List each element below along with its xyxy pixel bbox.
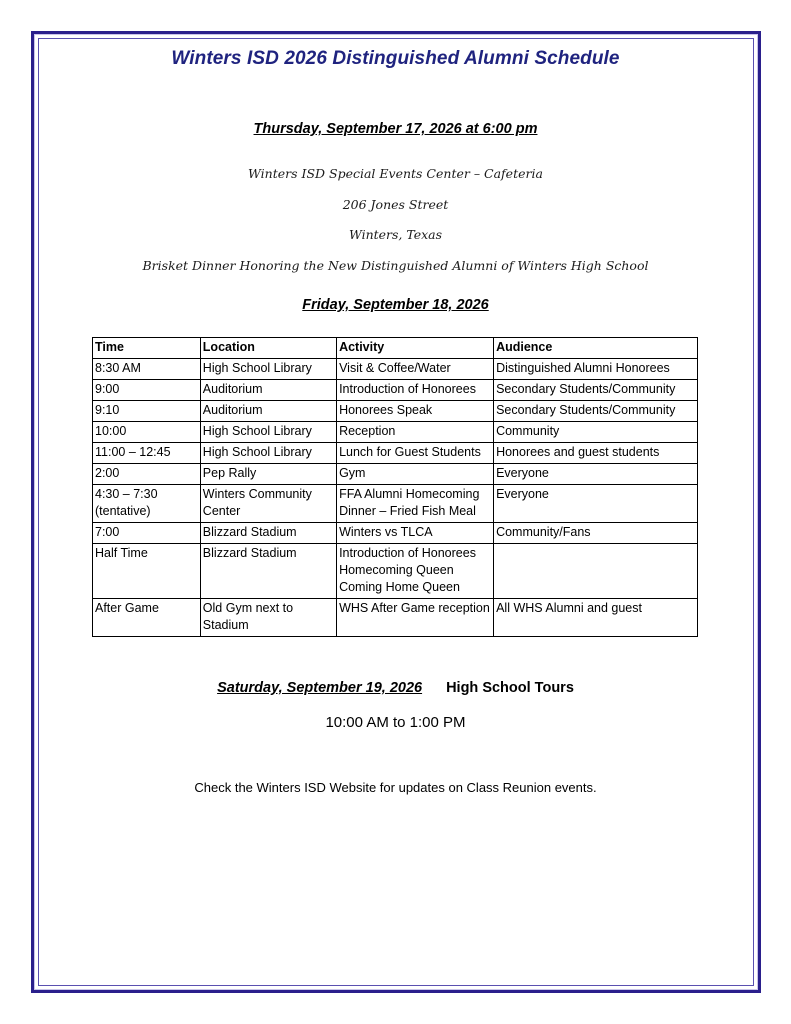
cell-location: Old Gym next to Stadium [200, 599, 336, 637]
table-row [93, 599, 698, 637]
saturday-heading: Saturday, September 19, 2026 [217, 680, 423, 696]
thursday-event: Brisket Dinner Honoring the New Distinguished Alumni of Winters High School [142, 258, 649, 273]
cell-time: 9:00 [93, 380, 201, 401]
cell-audience: Everyone [494, 485, 698, 523]
cell-activity: Introduction of Honorees Homecoming Queen Coming Home Queen [337, 544, 494, 599]
cell-audience: Secondary Students/Community [494, 380, 698, 401]
cell-time: 9:10 [93, 401, 201, 422]
table-row [93, 523, 698, 544]
column-header-time: Time [93, 338, 201, 359]
table-row [93, 401, 698, 422]
cell-location: Winters Community Center [200, 485, 336, 523]
cell-location: Auditorium [200, 401, 336, 422]
cell-audience [494, 544, 698, 599]
thursday-address: 206 Jones Street [342, 197, 449, 212]
cell-activity: Lunch for Guest Students [337, 443, 494, 464]
table-row [93, 485, 698, 523]
thursday-city: Winters, Texas [348, 227, 443, 242]
cell-time: 11:00 – 12:45 [93, 443, 201, 464]
cell-audience: All WHS Alumni and guest [494, 599, 698, 637]
cell-activity: WHS After Game reception [337, 599, 494, 637]
cell-activity: FFA Alumni Homecoming Dinner – Fried Fish Meal [337, 485, 494, 523]
cell-location: High School Library [200, 422, 336, 443]
table-header-row [93, 338, 698, 359]
saturday-event: High School Tours [446, 680, 574, 696]
cell-audience: Secondary Students/Community [494, 401, 698, 422]
cell-audience: Community/Fans [494, 523, 698, 544]
cell-time: 8:30 AM [93, 359, 201, 380]
cell-location: Pep Rally [200, 464, 336, 485]
cell-activity: Introduction of Honorees [337, 380, 494, 401]
cell-location: Blizzard Stadium [200, 544, 336, 599]
cell-activity: Gym [337, 464, 494, 485]
cell-audience: Distinguished Alumni Honorees [494, 359, 698, 380]
table-row [93, 443, 698, 464]
saturday-times: 10:00 AM to 1:00 PM [325, 714, 466, 731]
table-row [93, 544, 698, 599]
cell-location: Blizzard Stadium [200, 523, 336, 544]
table-row [93, 359, 698, 380]
table-row [93, 422, 698, 443]
cell-activity: Winters vs TLCA [337, 523, 494, 544]
column-header-location: Location [200, 338, 336, 359]
cell-audience: Everyone [494, 464, 698, 485]
table-row [93, 380, 698, 401]
cell-activity: Visit & Coffee/Water [337, 359, 494, 380]
thursday-venue: Winters ISD Special Events Center – Cafeteria [248, 166, 543, 181]
friday-heading: Friday, September 18, 2026 [302, 297, 489, 313]
cell-activity: Honorees Speak [337, 401, 494, 422]
document-title: Winters ISD 2026 Distinguished Alumni Schedule [171, 48, 620, 69]
friday-schedule-table [92, 337, 698, 637]
cell-audience: Community [494, 422, 698, 443]
cell-location: Auditorium [200, 380, 336, 401]
cell-time: After Game [93, 599, 201, 637]
cell-location: High School Library [200, 359, 336, 380]
cell-time: Half Time [93, 544, 201, 599]
cell-time: 10:00 [93, 422, 201, 443]
cell-time: 4:30 – 7:30 (tentative) [93, 485, 201, 523]
cell-time: 7:00 [93, 523, 201, 544]
column-header-audience: Audience [494, 338, 698, 359]
column-header-activity: Activity [337, 338, 494, 359]
cell-time: 2:00 [93, 464, 201, 485]
saturday-line [0, 680, 791, 696]
footer-note: Check the Winters ISD Website for updates on Class Reunion events. [194, 780, 597, 795]
cell-location: High School Library [200, 443, 336, 464]
cell-audience: Honorees and guest students [494, 443, 698, 464]
cell-activity: Reception [337, 422, 494, 443]
thursday-heading: Thursday, September 17, 2026 at 6:00 pm [253, 121, 538, 137]
table-row [93, 464, 698, 485]
